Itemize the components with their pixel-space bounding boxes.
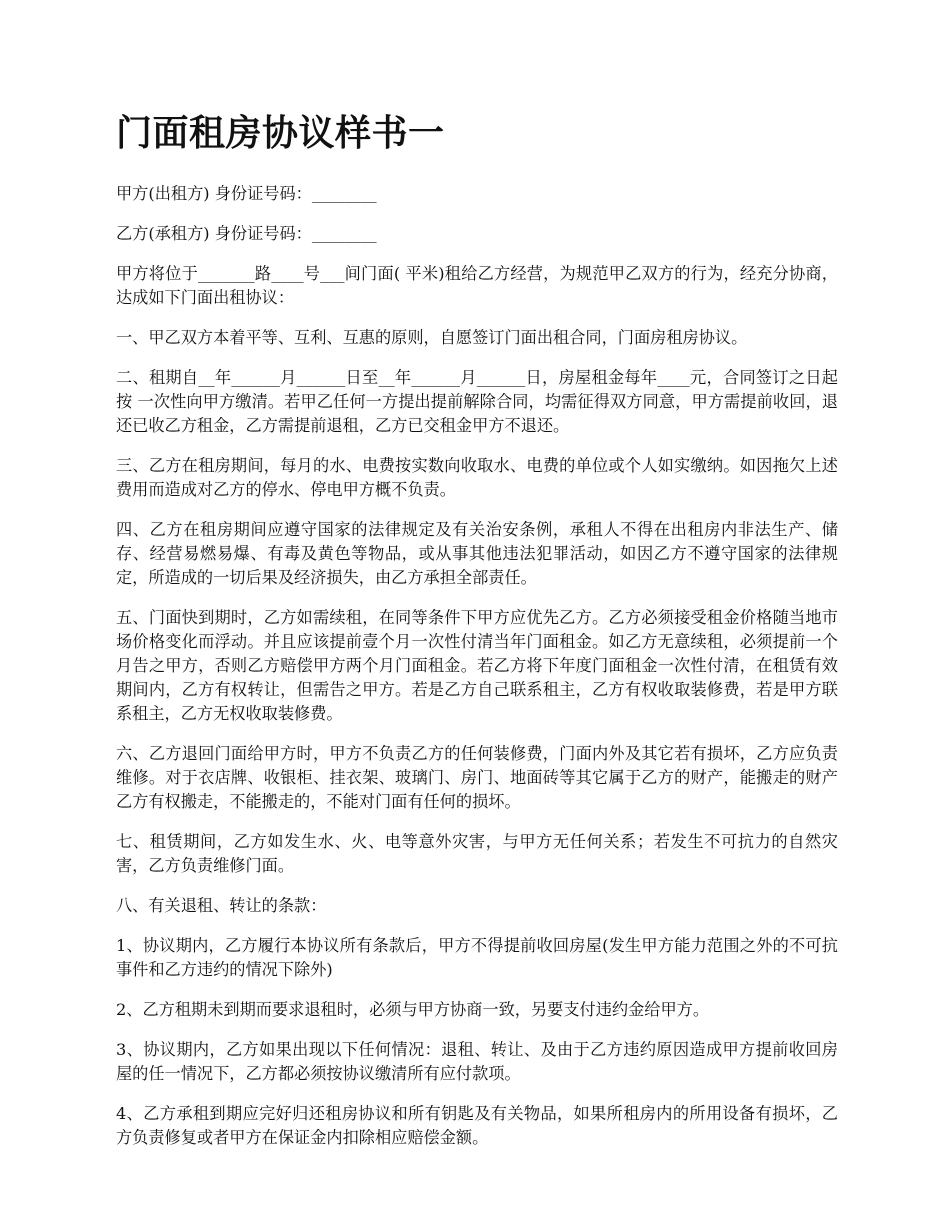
party-b-id-line: 乙方(承租方) 身份证号码：________ <box>116 224 377 243</box>
document-title: 门面租房协议样书一 <box>116 113 445 154</box>
clause-8-item-2: 2、乙方租期未到期而要求退租时，必须与甲方协商一致，另要支付违约金给甲方。 <box>116 1000 710 1019</box>
clause-8-heading: 八、有关退租、转让的条款： <box>116 896 327 915</box>
clause-3-paragraph: 三、乙方在租房期间，每月的水、电费按实数向收取水、电费的单位或个人如实缴纳。如因拖欠上述费用而造成对乙方的停水、停电甲方概不负责。 <box>116 456 838 499</box>
clause-2-paragraph: 二、租期自__年______月______日至__年______月______日，房屋租金每年____元，合同签订之日起按 一次性向甲方缴清。若甲乙任何一方提出提前解除合同，均需征得双方同意，甲方需提前收回，退还已收乙方租金，乙方需提前退租，乙方已交租金甲方不退还。 <box>116 368 838 435</box>
clause-5-paragraph: 五、门面快到期时，乙方如需续租，在同等条件下甲方应优先乙方。乙方必须接受租金价格随当地市场价格变化而浮动。并且应该提前壹个月一次性付清当年门面租金。如乙方无意续租，必须提前一个月告之甲方，否则乙方赔偿甲方两个月门面租金。若乙方将下年度门面租金一次性付清，在租赁有效期间内，乙方有权转让，但需告之甲方。若是乙方自己联系租主，乙方有权收取装修费，若是甲方联系租主，乙方无权收取装修费。 <box>116 608 838 723</box>
lease-intro-paragraph: 甲方将位于_______路____号___间门面( 平米)租给乙方经营，为规范甲乙双方的行为，经充分协商，达成如下门面出租协议： <box>116 264 838 307</box>
clause-8-item-1: 1、协议期内，乙方履行本协议所有条款后，甲方不得提前收回房屋(发生甲方能力范围之外的不可抗事件和乙方违约的情况下除外) <box>116 936 838 979</box>
clause-6-paragraph: 六、乙方退回门面给甲方时，甲方不负责乙方的任何装修费，门面内外及其它若有损坏，乙方应负责维修。对于衣店牌、收银柜、挂衣架、玻璃门、房门、地面砖等其它属于乙方的财产，能搬走的财产乙方有权搬走，不能搬走的，不能对门面有任何的损坏。 <box>116 744 838 811</box>
clause-7-paragraph: 七、租赁期间，乙方如发生水、火、电等意外灾害，与甲方无任何关系；若发生不可抗力的自然灾害，乙方负责维修门面。 <box>116 832 838 875</box>
party-a-id-line: 甲方(出租方) 身份证号码：________ <box>116 184 377 203</box>
clause-8-item-4: 4、乙方承租到期应完好归还租房协议和所有钥匙及有关物品，如果所租房内的所用设备有损坏，乙方负责修复或者甲方在保证金内扣除相应赔偿金额。 <box>116 1104 838 1147</box>
clause-1-paragraph: 一、甲乙双方本着平等、互利、互惠的原则，自愿签订门面出租合同，门面房租房协议。 <box>116 328 748 347</box>
clause-8-item-3: 3、协议期内，乙方如果出现以下任何情况：退租、转让、及由于乙方违约原因造成甲方提前收回房屋的任一情况下，乙方都必须按协议缴清所有应付款项。 <box>116 1040 838 1083</box>
clause-4-paragraph: 四、乙方在租房期间应遵守国家的法律规定及有关治安条例，承租人不得在出租房内非法生产、储存、经营易燃易爆、有毒及黄色等物品，或从事其他违法犯罪活动，如因乙方不遵守国家的法律规定，所造成的一切后果及经济损失，由乙方承担全部责任。 <box>116 520 838 587</box>
document-content <box>116 112 838 1166</box>
